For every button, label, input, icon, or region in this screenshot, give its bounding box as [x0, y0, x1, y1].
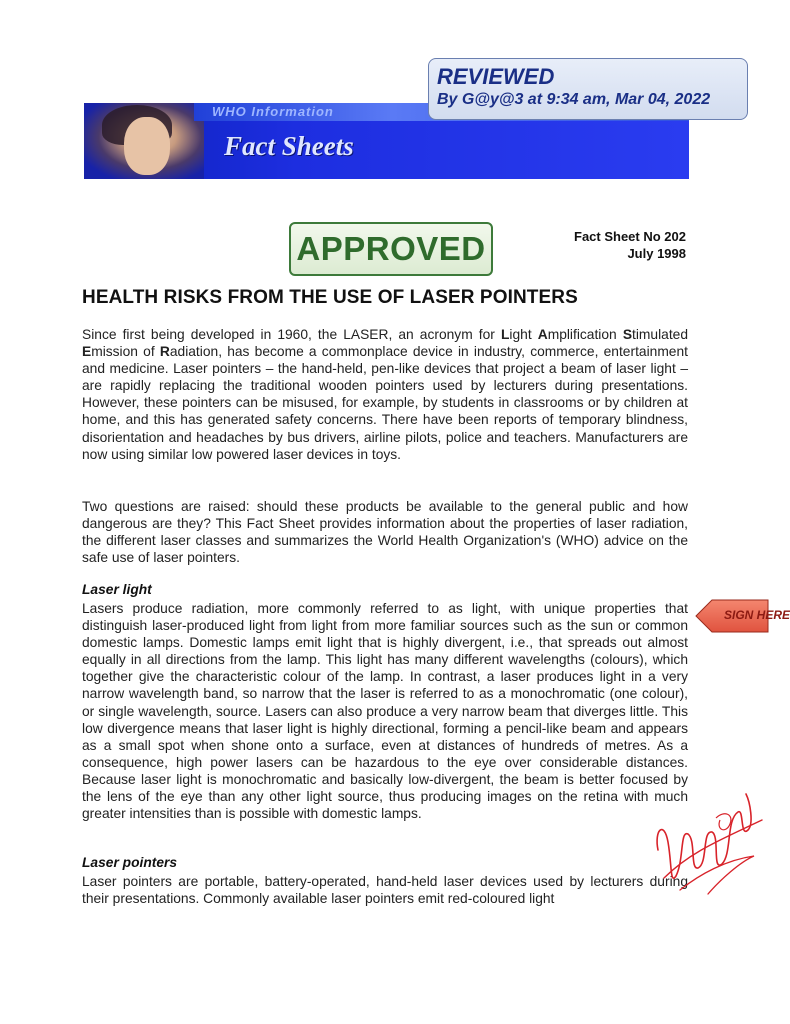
approved-stamp — [289, 222, 493, 276]
reviewed-stamp — [428, 58, 748, 120]
acronym-letter-l: L — [500, 327, 510, 342]
approved-stamp-label: APPROVED — [296, 230, 486, 267]
reviewed-stamp-by: By G@y@3 at 9:34 am, Mar 04, 2022 — [437, 91, 711, 108]
intro-prefix: Since first being developed in 1960, the LASER, an acronym for — [82, 327, 501, 342]
acronym-letter-e: E — [82, 344, 92, 360]
acronym-word-stimulated: timulated — [632, 327, 688, 342]
document-title: HEALTH RISKS FROM THE USE OF LASER POINTERS — [82, 287, 578, 308]
acronym-word-radiation: adiation — [169, 344, 219, 360]
reviewed-stamp-title: REVIEWED — [437, 64, 555, 89]
banner-subtitle: WHO Information — [212, 104, 334, 119]
acronym-word-amplification: mplification — [547, 327, 623, 342]
acronym-word-light: ight — [509, 327, 538, 342]
banner-title: Fact Sheets — [224, 131, 354, 161]
fact-sheet-date: July 1998 — [627, 246, 686, 261]
acronym-letter-a: A — [537, 327, 548, 342]
sign-here-label: SIGN HERE — [724, 608, 790, 622]
banner-photo-face — [124, 117, 170, 175]
fact-sheet-number: Fact Sheet No 202 — [574, 229, 686, 244]
heading-laser-pointers: Laser pointers — [82, 855, 178, 870]
paragraph-laser-light: Lasers produce radiation, more commonly referred to as light, with unique properties that distinguish laser-produced light from light from more familiar sources such as the sun or common domestic lamps. Domestic lamps emit light that is highly divergent, i.e., that spreads out almost equally in all directions from the lamp. This light has many different wavelengths (colours), which together give the characteristic colour of the lamp. In contrast, a laser produces light in a very narrow wavelength band, so narrow that the laser is referred to as a monochromatic (one colour), or single wavelength, source. Lasers can also produce a very narrow beam that diverges little. This low divergence means that laser light is highly directional, forming a pencil-like beam and appears as a small spot when shone onto a surface, even at distances of hundreds of metres. As a consequence, high power lasers can be hazardous to the eye over considerable distances. Because laser light is monochromatic and basically low-divergent, the beam is better focused by the lens of the eye than any other light source, thus producing images on the retina with much greater intensities than is possible with domestic lamps. — [82, 601, 688, 822]
paragraph-laser-pointers: Laser pointers are portable, battery-operated, hand-held laser devices used by lecturers during their presentations. Commonly available laser pointers emit red-coloured light — [82, 874, 688, 907]
fact-sheet-info — [574, 228, 686, 262]
sign-here-tab[interactable] — [694, 599, 790, 633]
acronym-letter-s: S — [622, 327, 633, 342]
acronym-letter-r: R — [159, 344, 170, 360]
banner-child-photo — [84, 103, 204, 179]
acronym-word-emission: mission of — [91, 344, 160, 360]
handwritten-signature — [650, 790, 768, 900]
heading-laser-light: Laser light — [82, 582, 152, 597]
paragraph-intro — [82, 326, 688, 463]
intro-rest: , has become a commonplace device in industry, commerce, entertainment and medicine. Laser pointers – the hand-held, pen-like devices that project a beam of laser light – are rapidly replacing the traditional wooden pointers used by lecturers during presentations. However, these pointers can be misused, for example, by students in classrooms or by children at home, and this has generated safety concerns. There have been reports of temporary blindness, disorientation and headaches by bus drivers, airline pilots, police and teachers. Manufacturers are now using similar low powered laser devices in toys. — [82, 344, 688, 462]
paragraph-questions: Two questions are raised: should these products be available to the general public and how dangerous are they? This Fact Sheet provides information about the properties of laser radiation, the different laser classes and summarizes the World Health Organization's (WHO) advice on the safe use of laser pointers. — [82, 499, 688, 566]
